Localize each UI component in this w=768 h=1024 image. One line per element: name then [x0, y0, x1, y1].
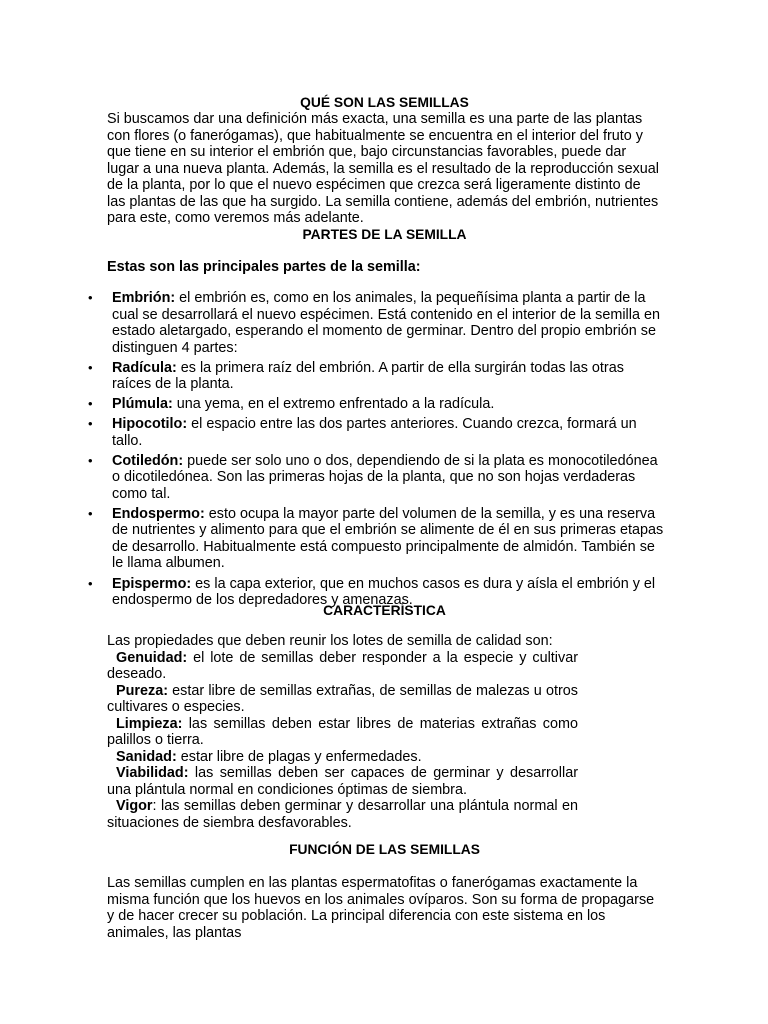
list-item — [107, 650, 578, 683]
part-description: esto ocupa la mayor parte del volumen de la semilla, y es una reserva de nutrientes y alimento para que el embrión se alimente de él en sus primeras etapas de desarrollo. Habitualmente está compuesto principalmente de almidón. También se le llama albumen. — [112, 505, 664, 572]
property-description: el lote de semillas deber responder a la especie y cultivar deseado. — [107, 649, 578, 682]
list-item — [107, 683, 578, 716]
property-term: Limpieza: — [116, 715, 183, 732]
property-term: Viabilidad: — [116, 765, 189, 781]
part-term: Embrión: — [112, 290, 176, 306]
properties-list — [107, 633, 578, 831]
property-term: Genuidad: — [116, 649, 188, 666]
property-description: : las semillas deben germinar y desarrollar una plántula normal en situaciones de siembra desfavorables. — [107, 798, 578, 831]
part-term: Cotiledón: — [112, 452, 184, 469]
bullet-icon: • — [88, 416, 93, 432]
section-title-funcion: FUNCIÓN DE LAS SEMILLAS — [289, 842, 480, 857]
parts-list — [88, 290, 666, 612]
part-term: Plúmula: — [112, 396, 173, 413]
list-item — [88, 396, 666, 413]
section-title-caracteristica: CARACTERÍSTICA — [323, 603, 446, 618]
section-title-que-son: QUÉ SON LAS SEMILLAS — [300, 95, 469, 110]
property-term: Pureza: — [116, 682, 168, 699]
property-description: estar libre de plagas y enfermedades. — [176, 748, 422, 765]
part-term: Epispermo: — [112, 575, 192, 592]
property-term: Sanidad: — [116, 748, 177, 765]
list-item — [107, 765, 578, 798]
part-term: Hipocotilo: — [112, 416, 188, 433]
section-title-partes: PARTES DE LA SEMILLA — [302, 227, 467, 242]
bullet-icon: • — [88, 396, 93, 412]
part-description: es la primera raíz del embrión. A partir de ella surgirán todas las otras raíces de la planta. — [112, 359, 624, 393]
bullet-icon: • — [88, 290, 93, 305]
properties-intro: Las propiedades que deben reunir los lotes de semilla de calidad son: — [107, 633, 553, 649]
list-item — [88, 453, 666, 503]
part-description: el embrión es, como en los animales, la pequeñísima planta a partir de la cual se desarrollará el nuevo espécimen. Está contenido en el interior de la semilla en estado aletargado, esperando el momento de germinar. Dentro del propio embrión se distinguen 4 partes: — [112, 290, 660, 356]
property-description: las semillas deben ser capaces de germinar y desarrollar una plántula normal en condiciones óptimas de siembra. — [107, 765, 578, 798]
function-paragraph: Las semillas cumplen en las plantas espermatofitas o fanerógamas exactamente la misma función que los huevos en los animales ovíparos. Son su forma de propagarse y de hacer crecer su población. La principal diferencia con este sistema en los animales, las plantas — [107, 875, 655, 941]
list-item — [107, 749, 578, 766]
bullet-icon: • — [88, 575, 93, 591]
bullet-icon: • — [88, 505, 93, 521]
list-item — [88, 360, 666, 393]
part-description: puede ser solo uno o dos, dependiendo de si la plata es monocotiledónea o dicotiledónea. Son las primeras hojas de la planta, que no son hojas verdaderas como tal. — [112, 452, 658, 502]
parts-lead-text: Estas son las principales partes de la semilla: — [107, 259, 421, 275]
list-item — [88, 290, 666, 356]
list-item — [88, 506, 666, 572]
list-item — [107, 716, 578, 749]
property-description: estar libre de semillas extrañas, de semillas de malezas u otros cultivares o especies. — [107, 682, 578, 715]
part-term: Endospermo: — [112, 505, 205, 522]
property-description: las semillas deben estar libres de materias extrañas como palillos o tierra. — [107, 715, 578, 748]
bullet-icon: • — [88, 452, 93, 468]
part-description: una yema, en el extremo enfrentado a la radícula. — [172, 396, 495, 413]
part-description: el espacio entre las dos partes anteriores. Cuando crezca, formará un tallo. — [112, 416, 637, 449]
part-term: Radícula: — [112, 359, 177, 376]
part-description: es la capa exterior, que en muchos casos es dura y aísla el embrión y el endospermo de los depredadores y amenazas. — [112, 575, 656, 609]
list-item — [107, 798, 578, 831]
property-term: Vigor — [116, 798, 153, 814]
list-item — [88, 416, 666, 449]
intro-paragraph: Si buscamos dar una definición más exacta, una semilla es una parte de las plantas con flores (o fanerógamas), que habitualmente se encuentra en el interior del fruto y que tiene en su interior el embrión que, bajo circunstancias favorables, puede dar lugar a una nueva planta. Además, la semilla es el resultado de la reproducción sexual de la planta, por lo que el nuevo espécimen que crezca será ligeramente distinto de las plantas de las que ha surgido. La semilla contiene, además del embrión, nutrientes para este, como veremos más adelante. — [107, 111, 659, 226]
bullet-icon: • — [88, 359, 93, 375]
